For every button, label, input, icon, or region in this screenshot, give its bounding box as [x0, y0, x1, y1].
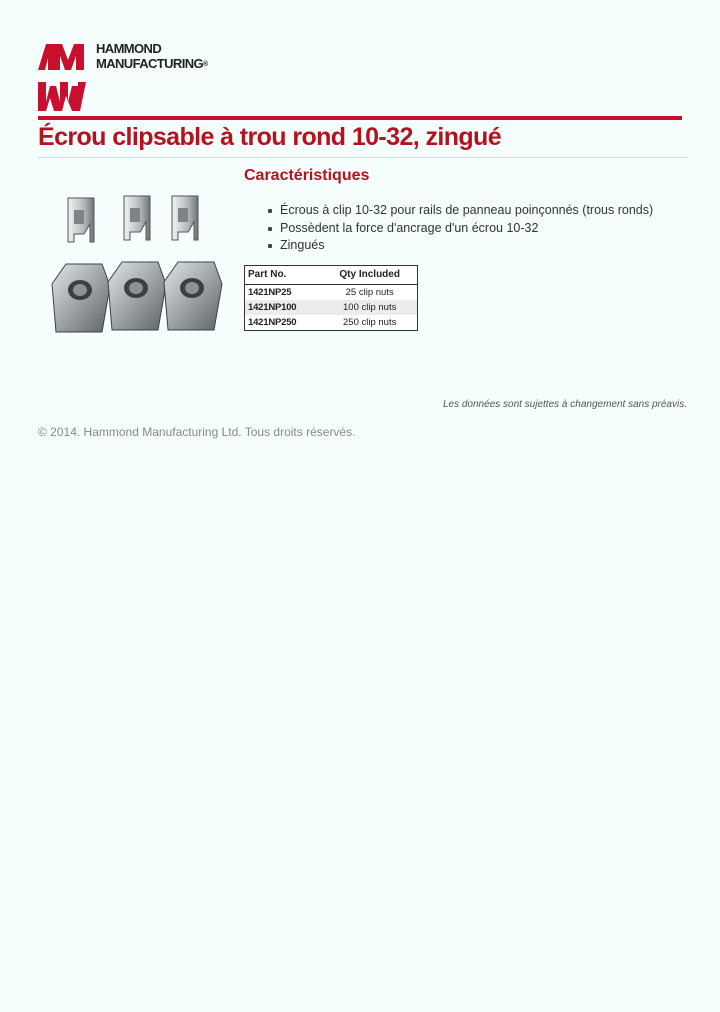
- table-row: [245, 315, 418, 331]
- hammond-logo-icon: [38, 40, 88, 112]
- column-header-qty: Qty Included: [322, 266, 417, 285]
- feature-item: Zingués: [268, 237, 653, 255]
- quantity-cell: 250 clip nuts: [343, 317, 397, 328]
- column-header-part-no: Part No.: [245, 266, 323, 285]
- table-header-row: [245, 266, 418, 285]
- table-row: [245, 285, 418, 301]
- parts-table: [244, 265, 418, 331]
- quantity-cell: 100 clip nuts: [322, 300, 417, 315]
- feature-item: Écrous à clip 10-32 pour rails de panneau poinçonnés (trous ronds): [268, 202, 653, 220]
- table-row: [245, 300, 418, 315]
- clip-nut-photo-icon: [46, 190, 226, 342]
- copyright-text: © 2014. Hammond Manufacturing Ltd. Tous droits réservés.: [38, 425, 356, 439]
- feature-item: Possèdent la force d'ancrage d'un écrou 10-32: [268, 220, 653, 238]
- hammond-logo: [38, 40, 228, 114]
- page-title: Écrou clipsable à trou rond 10-32, zingué: [38, 123, 502, 151]
- part-number-cell: 1421NP100: [245, 300, 323, 315]
- registered-mark: ®: [203, 61, 208, 69]
- brand-wordmark: [96, 41, 208, 72]
- features-list: [268, 202, 653, 255]
- product-image: [46, 190, 226, 342]
- part-number-cell: 1421NP25: [248, 287, 292, 298]
- brand-line-2-text: MANUFACTURING: [96, 56, 204, 71]
- header-divider: [38, 116, 682, 120]
- brand-line-2: [96, 56, 208, 72]
- part-number-cell: 1421NP250: [248, 317, 297, 328]
- brand-line-1: HAMMOND: [96, 41, 162, 56]
- quantity-cell: 25 clip nuts: [345, 287, 394, 298]
- title-divider: [38, 157, 688, 158]
- features-heading: Caractéristiques: [244, 167, 370, 184]
- disclaimer-notice: Les données sont sujettes à changement sans préavis.: [442, 399, 687, 410]
